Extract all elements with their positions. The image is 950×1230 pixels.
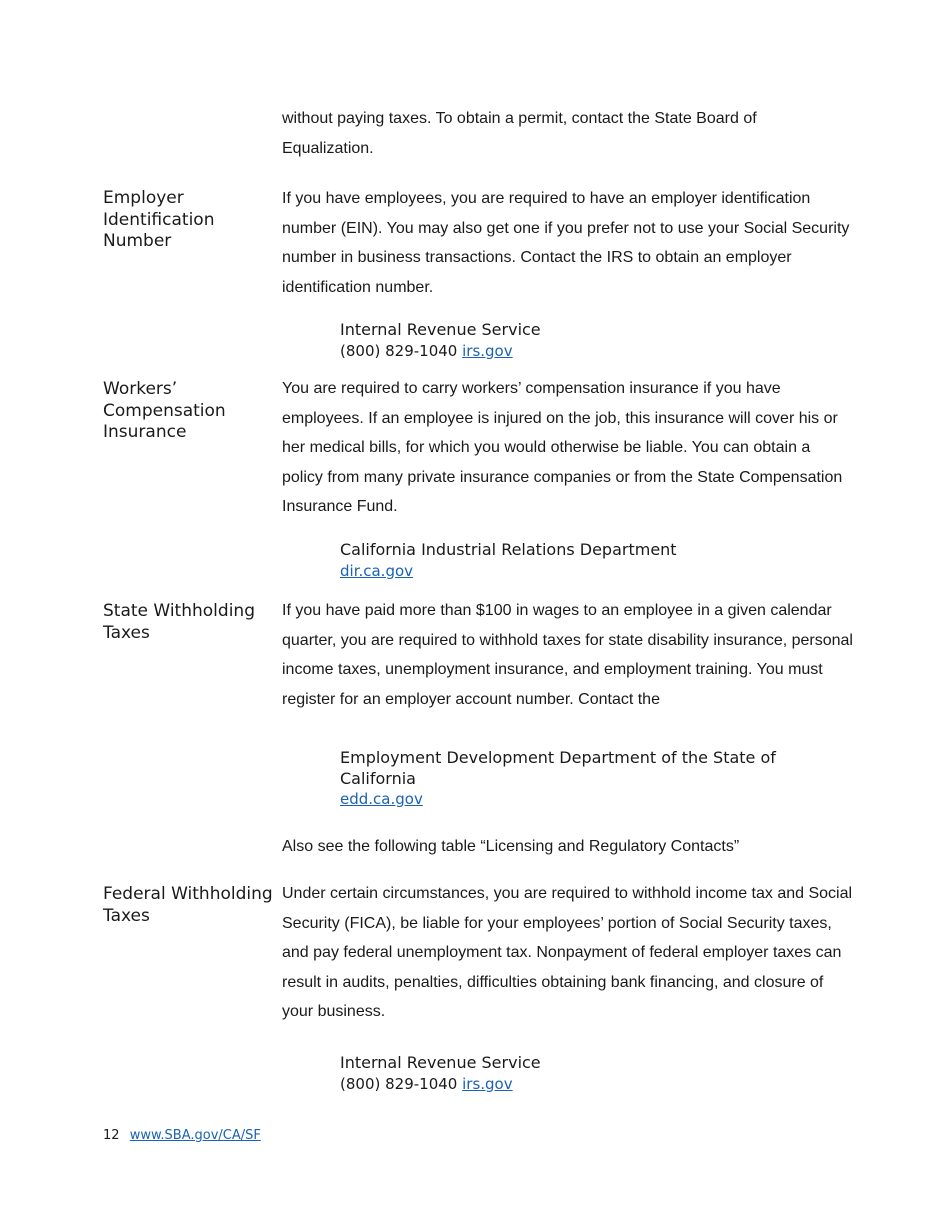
irs-link[interactable]: irs.gov	[462, 1074, 513, 1093]
workers-comp-contact-block	[340, 540, 677, 581]
contact-phone: (800) 829-1040	[340, 1074, 458, 1093]
heading-state-withholding-taxes: State Withholding Taxes	[103, 601, 255, 643]
contact-line	[340, 341, 541, 362]
page-number: 12	[103, 1128, 120, 1143]
federal-withholding-paragraph: Under certain circumstances, you are required to withhold income tax and Social Security (FICA), be liable for your employees’ portion of Social Security taxes, and pay federal unemployment tax. Nonpayment of federal employer taxes can result in audits, penalties, difficulties obtaining bank financing, and closure of your business.	[282, 885, 853, 1020]
heading-employer-identification-number: Employer Identification Number	[103, 188, 215, 251]
contact-line	[340, 1074, 541, 1095]
contact-name: Internal Revenue Service	[340, 320, 541, 339]
contact-line	[340, 561, 677, 582]
state-withholding-paragraph: If you have paid more than $100 in wages to an employee in a given calendar quarter, you are required to withhold taxes for state disability insurance, personal income taxes, unemployment insurance, and employment training. You must register for an employer account number. Contact the	[282, 602, 853, 708]
contact-name: California Industrial Relations Department	[340, 540, 677, 559]
workers-comp-paragraph: You are required to carry workers’ compensation insurance if you have employees. If an employee is injured on the job, this insurance will cover his or her medical bills, for which you would otherwise be liable. You can obtain a policy from many private insurance companies or from the State Compensation Insurance Fund.	[282, 380, 843, 515]
dir-link[interactable]: dir.ca.gov	[340, 561, 414, 580]
intro-paragraph: without paying taxes. To obtain a permit, contact the State Board of Equalization.	[282, 110, 757, 157]
footer-url-link[interactable]: www.SBA.gov/CA/SF	[129, 1128, 261, 1143]
contact-line	[340, 789, 800, 810]
page-footer	[103, 1128, 261, 1143]
ein-paragraph: If you have employees, you are required to have an employer identification number (EIN). You may also get one if you prefer not to use your Social Security number in business transactions. Contact the IRS to obtain an employer identification number.	[282, 190, 850, 296]
contact-phone: (800) 829-1040	[340, 341, 458, 360]
edd-link[interactable]: edd.ca.gov	[340, 790, 423, 808]
edd-contact-block	[340, 748, 800, 810]
irs-link[interactable]: irs.gov	[462, 341, 513, 360]
heading-federal-withholding-taxes: Federal Withholding Taxes	[103, 884, 273, 926]
heading-workers-compensation: Workers’ Compensation Insurance	[103, 379, 226, 442]
see-also-note: Also see the following table “Licensing and Regulatory Contacts”	[282, 838, 740, 855]
federal-contact-block	[340, 1053, 541, 1094]
ein-contact-block	[340, 320, 541, 361]
contact-name: Internal Revenue Service	[340, 1053, 541, 1072]
contact-name: Employment Development Department of the State of California	[340, 748, 776, 788]
